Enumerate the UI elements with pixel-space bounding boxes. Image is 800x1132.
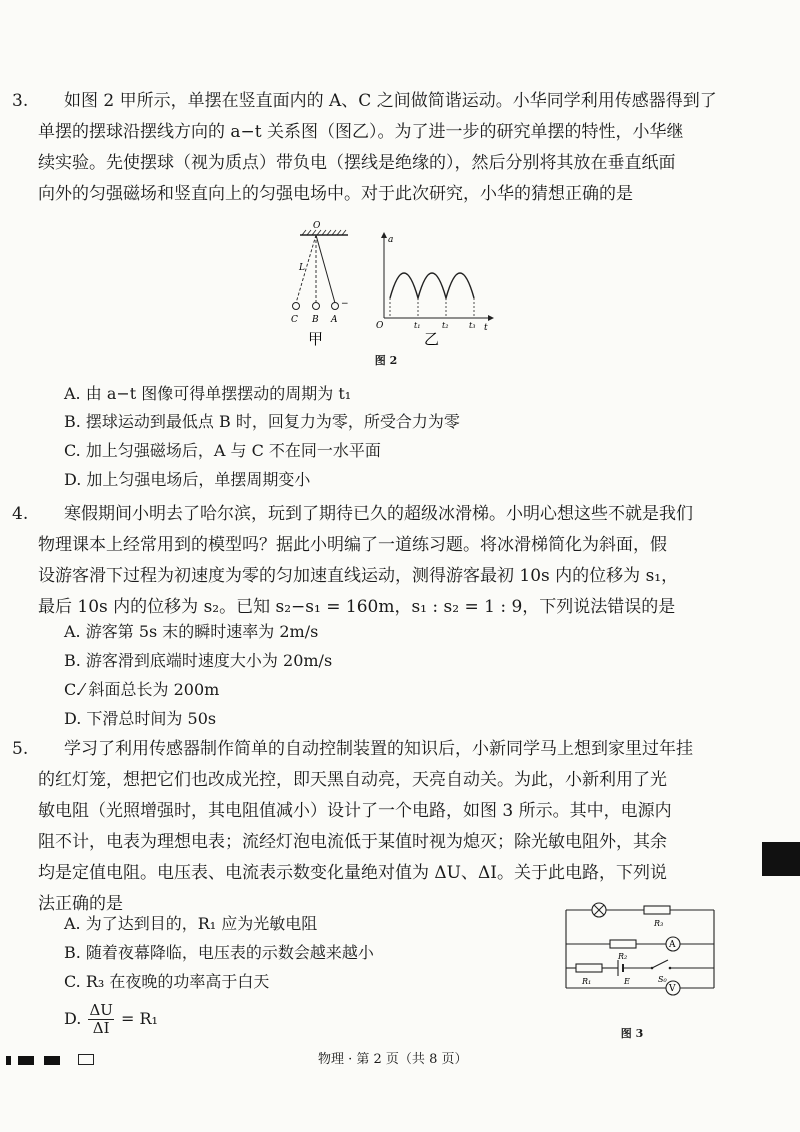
fraction xyxy=(88,1002,113,1037)
q3-option-c: C. 加上匀强磁场后，A 与 C 不在同一水平面 xyxy=(64,441,381,460)
a-t-graph xyxy=(376,232,494,348)
page-number: 物理 · 第 2 页（共 8 页） xyxy=(318,1052,468,1067)
print-mark-hollow xyxy=(78,1054,94,1065)
graph-yaxis-label: a xyxy=(388,235,394,245)
page-footer xyxy=(0,1048,800,1072)
question-text: 最后 10s 内的位移为 s₂。已知 s₂−s₁ = 160m，s₁ : s₂ = 1 : 9，下列说法错误的是 xyxy=(38,597,676,617)
question-text: 法正确的是 xyxy=(38,894,123,914)
label-L: L xyxy=(299,263,305,273)
question-text: 物理课本上经常用到的模型吗？据此小明编了一道练习题。将冰滑梯简化为斜面，假 xyxy=(38,535,667,555)
question-text: 单摆的摆球沿摆线方向的 a−t 关系图（图乙）。为了进一步的研究单摆的特性，小华继 xyxy=(38,122,684,142)
question-text: 续实验。先使摆球（视为质点）带负电（摆线是绝缘的），然后分别将其放在垂直纸面 xyxy=(38,153,676,173)
question-4 xyxy=(12,499,728,623)
label-S0: S₀ xyxy=(658,975,667,984)
graph-t2-label: t₂ xyxy=(442,321,449,330)
graph-t1-label: t₁ xyxy=(414,321,421,330)
question-text: 寒假期间小明去了哈尔滨，玩到了期待已久的超级冰滑梯。小明心想这些不就是我们 xyxy=(64,504,693,524)
question-text: 如图 2 甲所示，单摆在竖直面内的 A、C 之间做简谐运动。小华同学利用传感器得到了 xyxy=(64,91,717,111)
q4-option-b: B. 游客滑到底端时速度大小为 20m/s xyxy=(64,651,333,670)
print-mark xyxy=(6,1056,11,1065)
figure-2-caption: 图 2 xyxy=(374,354,398,367)
q3-option-d: D. 加上匀强电场后，单摆周期变小 xyxy=(64,470,311,489)
page-edge-tab xyxy=(762,842,800,876)
question-3 xyxy=(12,86,728,210)
figure-3-circuit xyxy=(554,896,724,1020)
q5-option-a: A. 为了达到目的，R₁ 应为光敏电阻 xyxy=(64,914,318,933)
option-d-rhs: = R₁ xyxy=(121,1009,158,1028)
q4-option-d: D. 下滑总时间为 50s xyxy=(64,709,217,728)
graph-label: 乙 xyxy=(424,330,440,348)
question-text: 向外的匀强磁场和竖直向上的匀强电场中。对于此次研究，小华的猜想正确的是 xyxy=(38,184,633,204)
question-number: 3. xyxy=(12,91,29,111)
label-C: C xyxy=(291,315,298,325)
q3-option-b: B. 摆球运动到最低点 B 时，回复力为零，所受合力为零 xyxy=(64,412,460,431)
q5-option-c: C. R₃ 在夜晚的功率高于白天 xyxy=(64,972,270,991)
option-d-prefix: D. xyxy=(64,1009,82,1028)
label-minus: − xyxy=(341,299,349,309)
label-B: B xyxy=(312,315,319,325)
graph-origin-label: O xyxy=(376,321,384,331)
q5-option-b: B. 随着夜幕降临，电压表的示数会越来越小 xyxy=(64,943,374,962)
label-E: E xyxy=(624,977,630,986)
figure-2 xyxy=(280,218,500,348)
pendulum-label: 甲 xyxy=(308,330,324,348)
q3-option-a: A. 由 a−t 图像可得单摆摆动的周期为 t₁ xyxy=(64,384,352,403)
fraction-numerator: ΔU xyxy=(89,1001,113,1019)
label-R3: R₃ xyxy=(654,919,664,928)
question-5 xyxy=(12,734,728,920)
voltmeter-label: V xyxy=(669,984,676,994)
label-O: O xyxy=(313,221,321,231)
pendulum-diagram xyxy=(291,221,349,348)
label-R2: R₂ xyxy=(618,952,628,961)
figure-3-caption: 图 3 xyxy=(620,1027,644,1040)
question-text: 设游客滑下过程为初速度为零的匀加速直线运动，测得游客最初 10s 内的位移为 s₁， xyxy=(38,566,679,586)
q4-option-c: C.⁄ 斜面总长为 200m xyxy=(64,680,220,699)
q5-option-d xyxy=(64,1002,158,1037)
print-mark xyxy=(18,1056,34,1065)
question-text: 的红灯笼，想把它们也改成光控，即天黑自动亮，天亮自动关。为此，小新利用了光 xyxy=(38,770,667,790)
question-text: 阻不计，电表为理想电表；流经灯泡电流低于某值时视为熄灭；除光敏电阻外，其余 xyxy=(38,832,667,852)
graph-xaxis-label: t xyxy=(484,323,488,333)
question-text: 敏电阻（光照增强时，其电阻值减小）设计了一个电路，如图 3 所示。其中，电源内 xyxy=(38,801,672,821)
question-number: 4. xyxy=(12,504,29,524)
graph-t3-label: t₃ xyxy=(469,321,476,330)
ammeter-label: A xyxy=(669,940,676,950)
question-text: 均是定值电阻。电压表、电流表示数变化量绝对值为 ΔU、ΔI。关于此电路，下列说 xyxy=(38,863,667,883)
print-mark xyxy=(44,1056,60,1065)
label-A: A xyxy=(331,315,338,325)
question-number: 5. xyxy=(12,739,29,759)
fraction-denominator: ΔI xyxy=(92,1019,110,1037)
label-R1: R₁ xyxy=(582,977,592,986)
q4-option-a: A. 游客第 5s 末的瞬时速率为 2m/s xyxy=(64,622,319,641)
question-text: 学习了利用传感器制作简单的自动控制装置的知识后，小新同学马上想到家里过年挂 xyxy=(64,739,693,759)
